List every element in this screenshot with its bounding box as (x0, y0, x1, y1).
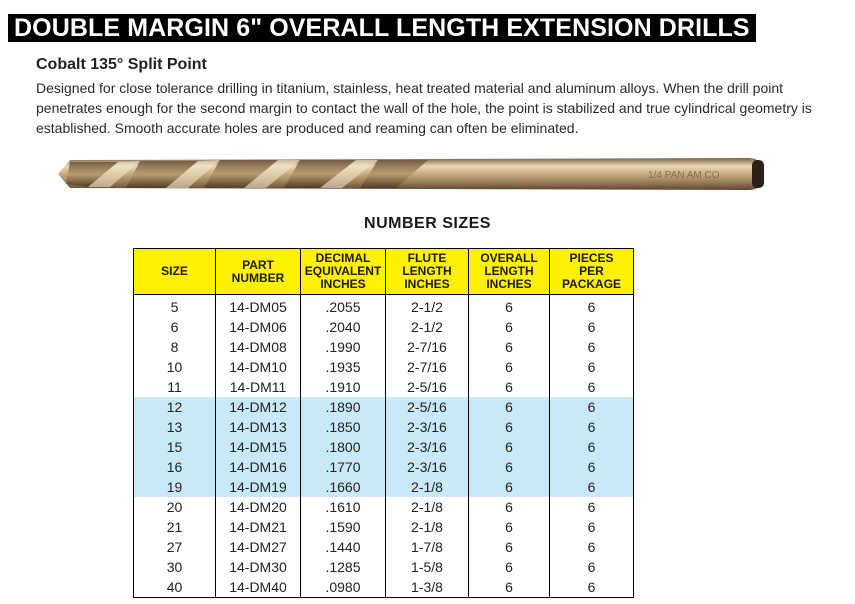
cell-flute-length: 1-3/8 (386, 577, 469, 598)
cell-overall-length: 6 (469, 417, 550, 437)
cell-overall-length: 6 (469, 577, 550, 598)
cell-decimal: .2055 (301, 295, 386, 318)
cell-size: 5 (134, 295, 216, 318)
cell-flute-length: 2-5/16 (386, 377, 469, 397)
column-header-line: EQUIVALENT (304, 264, 382, 278)
cell-pieces: 6 (550, 295, 634, 318)
cell-decimal: .1935 (301, 357, 386, 377)
cell-flute-length: 1-7/8 (386, 537, 469, 557)
product-description: Designed for close tolerance drilling in titanium, stainless, heat treated material and aluminum alloys. When the drill point penetrates enough for the second margin to contact the wall of the hole, the point is stabilized and true cylindrical geometry is established. Smooth accurate holes are produced and reaming can often be eliminated. (36, 80, 812, 136)
cell-overall-length: 6 (469, 357, 550, 377)
table-row (134, 537, 634, 557)
table-header-row (134, 249, 634, 295)
cell-size: 21 (134, 517, 216, 537)
cell-overall-length: 6 (469, 497, 550, 517)
cell-pieces: 6 (550, 437, 634, 457)
table-row (134, 497, 634, 517)
drill-marking: 1/4 PAN AM CO (648, 170, 720, 181)
column-header-decimal (301, 249, 386, 295)
cell-size: 12 (134, 397, 216, 417)
cell-overall-length: 6 (469, 537, 550, 557)
table-row (134, 557, 634, 577)
table-row (134, 377, 634, 397)
table-body (134, 295, 634, 598)
cell-flute-length: 2-5/16 (386, 397, 469, 417)
column-header-line: LENGTH (484, 264, 534, 278)
column-header-flute-length (386, 249, 469, 295)
drill-image (48, 150, 770, 198)
cell-decimal: .1910 (301, 377, 386, 397)
column-header-line: PACKAGE (561, 277, 622, 291)
cell-flute-length: 2-3/16 (386, 417, 469, 437)
cell-part-number: 14-DM13 (216, 417, 301, 437)
cell-overall-length: 6 (469, 317, 550, 337)
table-row (134, 317, 634, 337)
cell-size: 30 (134, 557, 216, 577)
column-header-line: DECIMAL (315, 251, 371, 265)
column-header-line: PART (242, 257, 274, 272)
cell-size: 6 (134, 317, 216, 337)
cell-pieces: 6 (550, 557, 634, 577)
cell-decimal: .1610 (301, 497, 386, 517)
cell-part-number: 14-DM05 (216, 295, 301, 318)
cell-pieces: 6 (550, 357, 634, 377)
cell-pieces: 6 (550, 517, 634, 537)
cell-overall-length: 6 (469, 397, 550, 417)
cell-decimal: .1660 (301, 477, 386, 497)
cell-overall-length: 6 (469, 557, 550, 577)
column-header-line: INCHES (486, 277, 532, 291)
cell-flute-length: 2-1/2 (386, 317, 469, 337)
cell-decimal: .1990 (301, 337, 386, 357)
cell-flute-length: 2-3/16 (386, 457, 469, 477)
table-row (134, 437, 634, 457)
cell-pieces: 6 (550, 337, 634, 357)
cell-flute-length: 2-7/16 (386, 337, 469, 357)
cell-part-number: 14-DM19 (216, 477, 301, 497)
cell-decimal: .1890 (301, 397, 386, 417)
cell-overall-length: 6 (469, 295, 550, 318)
cell-flute-length: 2-1/8 (386, 517, 469, 537)
cell-part-number: 14-DM16 (216, 457, 301, 477)
column-header-size (134, 249, 216, 295)
table-row (134, 577, 634, 598)
column-header-part-number (216, 249, 301, 295)
cell-overall-length: 6 (469, 437, 550, 457)
cell-decimal: .1285 (301, 557, 386, 577)
column-header-line: PIECES (569, 251, 614, 265)
cell-part-number: 14-DM08 (216, 337, 301, 357)
table-row (134, 417, 634, 437)
product-subtitle: Cobalt 135° Split Point (36, 56, 207, 73)
cell-flute-length: 2-7/16 (386, 357, 469, 377)
cell-flute-length: 1-5/8 (386, 557, 469, 577)
cell-decimal: .1800 (301, 437, 386, 457)
cell-overall-length: 6 (469, 377, 550, 397)
cell-part-number: 14-DM30 (216, 557, 301, 577)
cell-part-number: 14-DM11 (216, 377, 301, 397)
cell-size: 16 (134, 457, 216, 477)
table-heading: NUMBER SIZES (364, 215, 491, 232)
cell-pieces: 6 (550, 377, 634, 397)
cell-part-number: 14-DM40 (216, 577, 301, 598)
column-header-line: FLUTE (407, 251, 447, 265)
cell-size: 13 (134, 417, 216, 437)
cell-pieces: 6 (550, 477, 634, 497)
cell-flute-length: 2-1/8 (386, 477, 469, 497)
cell-size: 11 (134, 377, 216, 397)
cell-part-number: 14-DM20 (216, 497, 301, 517)
number-sizes-table (133, 248, 634, 598)
cell-size: 19 (134, 477, 216, 497)
cell-overall-length: 6 (469, 337, 550, 357)
cell-pieces: 6 (550, 577, 634, 598)
cell-part-number: 14-DM06 (216, 317, 301, 337)
cell-flute-length: 2-3/16 (386, 437, 469, 457)
cell-flute-length: 2-1/8 (386, 497, 469, 517)
cell-part-number: 14-DM21 (216, 517, 301, 537)
cell-decimal: .1590 (301, 517, 386, 537)
cell-pieces: 6 (550, 457, 634, 477)
cell-decimal: .0980 (301, 577, 386, 598)
column-header-line: SIZE (161, 264, 188, 278)
cell-size: 15 (134, 437, 216, 457)
cell-decimal: .2040 (301, 317, 386, 337)
table-row (134, 337, 634, 357)
cell-pieces: 6 (550, 537, 634, 557)
cell-part-number: 14-DM15 (216, 437, 301, 457)
cell-size: 27 (134, 537, 216, 557)
cell-size: 40 (134, 577, 216, 598)
column-header-overall-length (469, 249, 550, 295)
cell-decimal: .1770 (301, 457, 386, 477)
cell-decimal: .1440 (301, 537, 386, 557)
column-header-line: LENGTH (402, 264, 452, 278)
cell-part-number: 14-DM10 (216, 357, 301, 377)
column-header-line: PER (579, 264, 604, 278)
cell-size: 20 (134, 497, 216, 517)
cell-pieces: 6 (550, 497, 634, 517)
column-header-line: OVERALL (480, 251, 538, 265)
cell-pieces: 6 (550, 317, 634, 337)
cell-part-number: 14-DM12 (216, 397, 301, 417)
cell-decimal: .1850 (301, 417, 386, 437)
cell-size: 10 (134, 357, 216, 377)
cell-pieces: 6 (550, 397, 634, 417)
table-row (134, 477, 634, 497)
cell-overall-length: 6 (469, 457, 550, 477)
column-header-pieces (550, 249, 634, 295)
page-title: DOUBLE MARGIN 6" OVERALL LENGTH EXTENSION DRILLS (8, 14, 756, 42)
table-row (134, 397, 634, 417)
column-header-line: NUMBER (231, 270, 285, 285)
table-row (134, 457, 634, 477)
cell-overall-length: 6 (469, 477, 550, 497)
cell-flute-length: 2-1/2 (386, 295, 469, 318)
cell-size: 8 (134, 337, 216, 357)
column-header-line: INCHES (404, 277, 450, 291)
column-header-line: INCHES (320, 277, 366, 291)
cell-overall-length: 6 (469, 517, 550, 537)
table-row (134, 357, 634, 377)
table-row (134, 517, 634, 537)
cell-part-number: 14-DM27 (216, 537, 301, 557)
table-row (134, 295, 634, 318)
cell-pieces: 6 (550, 417, 634, 437)
